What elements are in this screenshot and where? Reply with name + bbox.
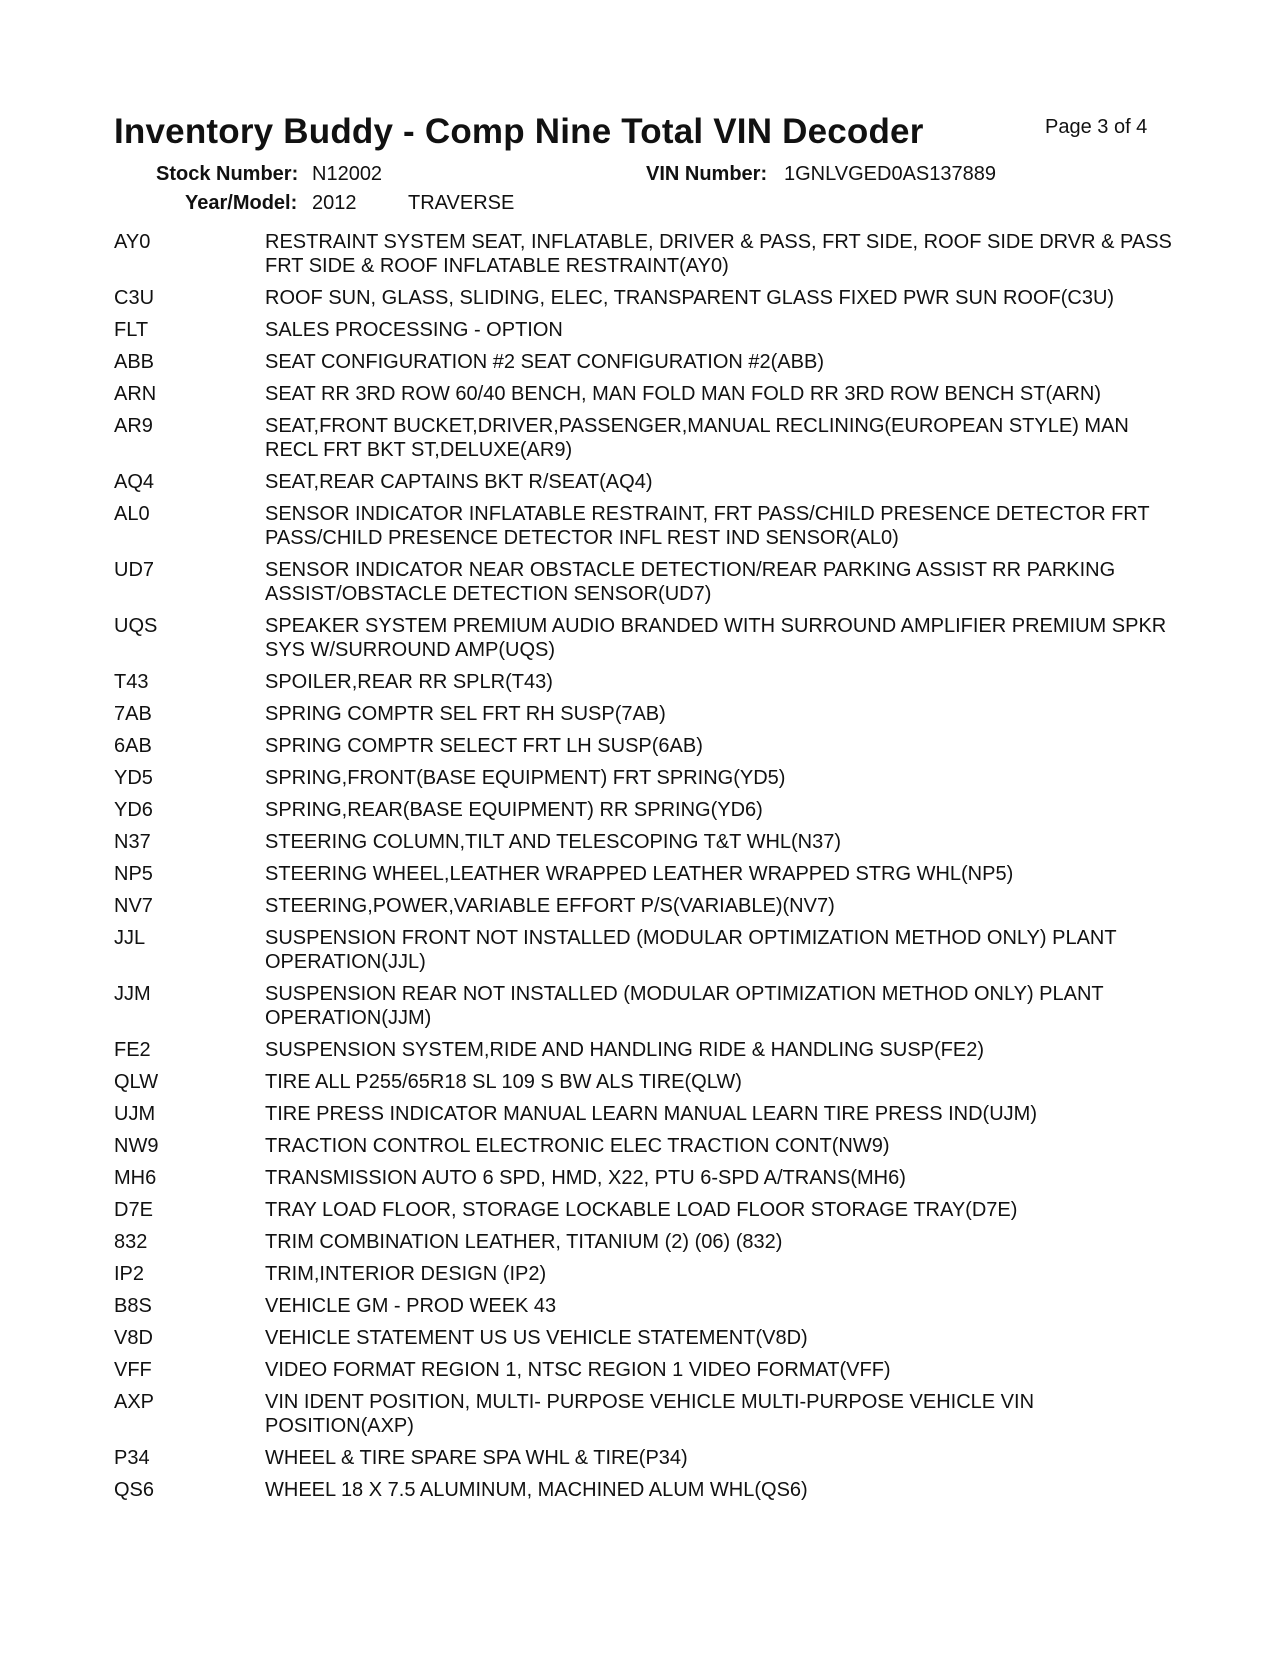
option-description: SEAT,REAR CAPTAINS BKT R/SEAT(AQ4): [265, 471, 653, 493]
option-code: V8D: [114, 1327, 153, 1349]
option-description: RESTRAINT SYSTEM SEAT, INFLATABLE, DRIVER & PASS, FRT SIDE, ROOF SIDE DRVR & PASS FRT SIDE & ROOF INFLATABLE RESTRAINT(AY0): [265, 231, 1172, 277]
option-code: QS6: [114, 1479, 155, 1501]
option-description: SPRING,FRONT(BASE EQUIPMENT) FRT SPRING(YD5): [265, 767, 786, 789]
option-row: [114, 1326, 1174, 1350]
option-description: SPRING COMPTR SEL FRT RH SUSP(7AB): [265, 703, 666, 725]
option-row: [114, 1390, 1174, 1438]
option-description: SENSOR INDICATOR INFLATABLE RESTRAINT, FRT PASS/CHILD PRESENCE DETECTOR FRT PASS/CHILD PRESENCE DETECTOR INFL REST IND SENSOR(AL0): [265, 503, 1150, 549]
option-code: UJM: [114, 1103, 156, 1125]
year-value: 2012: [312, 192, 357, 214]
option-code: AL0: [114, 503, 150, 525]
option-description: TIRE ALL P255/65R18 SL 109 S BW ALS TIRE(QLW): [265, 1071, 742, 1093]
option-description: TRANSMISSION AUTO 6 SPD, HMD, X22, PTU 6-SPD A/TRANS(MH6): [265, 1167, 906, 1189]
option-row: [114, 894, 1174, 918]
option-code: C3U: [114, 287, 155, 309]
option-row: [114, 862, 1174, 886]
option-row: [114, 614, 1174, 662]
option-description: SPOILER,REAR RR SPLR(T43): [265, 671, 553, 693]
option-code: AR9: [114, 415, 153, 437]
option-row: [114, 1446, 1174, 1470]
option-code: JJL: [114, 927, 146, 949]
option-row: [114, 1070, 1174, 1094]
stock-number-value: N12002: [312, 163, 383, 185]
option-description: STEERING WHEEL,LEATHER WRAPPED LEATHER WRAPPED STRG WHL(NP5): [265, 863, 1014, 885]
option-description: SUSPENSION REAR NOT INSTALLED (MODULAR OPTIMIZATION METHOD ONLY) PLANT OPERATION(JJM): [265, 983, 1104, 1029]
stock-number-label: Stock Number:: [156, 163, 299, 185]
option-description: SALES PROCESSING - OPTION: [265, 319, 563, 341]
option-row: [114, 1294, 1174, 1318]
option-code: N37: [114, 831, 151, 853]
vin-number-value: 1GNLVGED0AS137889: [784, 163, 996, 185]
option-description: STEERING COLUMN,TILT AND TELESCOPING T&T WHL(N37): [265, 831, 842, 853]
option-code: NP5: [114, 863, 153, 885]
option-description: SEAT CONFIGURATION #2 SEAT CONFIGURATION #2(ABB): [265, 351, 824, 373]
option-row: [114, 1102, 1174, 1126]
option-description: ROOF SUN, GLASS, SLIDING, ELEC, TRANSPARENT GLASS FIXED PWR SUN ROOF(C3U): [265, 287, 1115, 309]
option-row: [114, 670, 1174, 694]
option-description: TIRE PRESS INDICATOR MANUAL LEARN MANUAL LEARN TIRE PRESS IND(UJM): [265, 1103, 1037, 1125]
option-code: UQS: [114, 615, 158, 637]
year-model-label: Year/Model:: [185, 192, 298, 214]
option-description: SUSPENSION SYSTEM,RIDE AND HANDLING RIDE & HANDLING SUSP(FE2): [265, 1039, 985, 1061]
option-description: TRIM COMBINATION LEATHER, TITANIUM (2) (06) (832): [265, 1231, 783, 1253]
page-indicator: Page 3 of 4: [1045, 116, 1148, 138]
option-code: D7E: [114, 1199, 153, 1221]
option-description: TRIM,INTERIOR DESIGN (IP2): [265, 1263, 547, 1285]
option-code: QLW: [114, 1071, 159, 1093]
option-row: [114, 414, 1174, 462]
option-row: [114, 350, 1174, 374]
option-list: [114, 230, 1174, 1502]
model-value: TRAVERSE: [408, 192, 515, 214]
option-code: 7AB: [114, 703, 152, 725]
option-description: SPEAKER SYSTEM PREMIUM AUDIO BRANDED WITH SURROUND AMPLIFIER PREMIUM SPKR SYS W/SURROUND AMP(UQS): [265, 615, 1167, 661]
option-row: [114, 318, 1174, 342]
option-description: SEAT,FRONT BUCKET,DRIVER,PASSENGER,MANUAL RECLINING(EUROPEAN STYLE) MAN RECL FRT BKT ST,DELUXE(AR9): [265, 415, 1129, 461]
option-code: AXP: [114, 1391, 155, 1413]
option-code: AY0: [114, 231, 151, 253]
option-description: VIN IDENT POSITION, MULTI- PURPOSE VEHICLE MULTI-PURPOSE VEHICLE VIN POSITION(AXP): [265, 1391, 1035, 1437]
option-row: [114, 1262, 1174, 1286]
option-row: [114, 702, 1174, 726]
option-row: [114, 982, 1174, 1030]
option-row: [114, 1230, 1174, 1254]
document-title: Inventory Buddy - Comp Nine Total VIN Decoder: [114, 112, 924, 151]
option-row: [114, 1478, 1174, 1502]
option-row: [114, 1166, 1174, 1190]
option-description: SEAT RR 3RD ROW 60/40 BENCH, MAN FOLD MAN FOLD RR 3RD ROW BENCH ST(ARN): [265, 383, 1102, 405]
option-description: VEHICLE STATEMENT US US VEHICLE STATEMENT(V8D): [265, 1327, 808, 1349]
option-code: P34: [114, 1447, 150, 1469]
option-description: WHEEL 18 X 7.5 ALUMINUM, MACHINED ALUM WHL(QS6): [265, 1479, 808, 1501]
option-row: [114, 766, 1174, 790]
option-row: [114, 230, 1174, 278]
option-code: 832: [114, 1231, 148, 1253]
option-description: SENSOR INDICATOR NEAR OBSTACLE DETECTION/REAR PARKING ASSIST RR PARKING ASSIST/OBSTACLE DETECTION SENSOR(UD7): [265, 559, 1116, 605]
option-code: JJM: [114, 983, 151, 1005]
option-row: [114, 1198, 1174, 1222]
option-row: [114, 470, 1174, 494]
option-code: 6AB: [114, 735, 152, 757]
option-code: ARN: [114, 383, 157, 405]
vin-number-label: VIN Number:: [646, 163, 768, 185]
option-row: [114, 798, 1174, 822]
option-description: TRACTION CONTROL ELECTRONIC ELEC TRACTION CONT(NW9): [265, 1135, 890, 1157]
option-code: AQ4: [114, 471, 155, 493]
option-code: UD7: [114, 559, 155, 581]
option-row: [114, 502, 1174, 550]
option-row: [114, 558, 1174, 606]
option-row: [114, 734, 1174, 758]
option-code: ABB: [114, 351, 155, 373]
option-code: YD6: [114, 799, 153, 821]
option-code: NV7: [114, 895, 153, 917]
option-description: SUSPENSION FRONT NOT INSTALLED (MODULAR OPTIMIZATION METHOD ONLY) PLANT OPERATION(JJL): [265, 927, 1117, 973]
option-description: STEERING,POWER,VARIABLE EFFORT P/S(VARIABLE)(NV7): [265, 895, 835, 917]
option-row: [114, 286, 1174, 310]
option-code: IP2: [114, 1263, 145, 1285]
option-row: [114, 1038, 1174, 1062]
option-code: T43: [114, 671, 149, 693]
option-row: [114, 926, 1174, 974]
option-description: VEHICLE GM - PROD WEEK 43: [265, 1295, 557, 1317]
option-row: [114, 830, 1174, 854]
option-code: FE2: [114, 1039, 151, 1061]
option-code: MH6: [114, 1167, 157, 1189]
option-code: NW9: [114, 1135, 159, 1157]
option-code: YD5: [114, 767, 153, 789]
option-description: VIDEO FORMAT REGION 1, NTSC REGION 1 VIDEO FORMAT(VFF): [265, 1359, 891, 1381]
option-description: SPRING,REAR(BASE EQUIPMENT) RR SPRING(YD6): [265, 799, 763, 821]
option-row: [114, 1134, 1174, 1158]
option-code: FLT: [114, 319, 149, 341]
option-description: TRAY LOAD FLOOR, STORAGE LOCKABLE LOAD FLOOR STORAGE TRAY(D7E): [265, 1199, 1018, 1221]
option-row: [114, 382, 1174, 406]
option-code: B8S: [114, 1295, 152, 1317]
option-description: SPRING COMPTR SELECT FRT LH SUSP(6AB): [265, 735, 703, 757]
option-code: VFF: [114, 1359, 152, 1381]
option-description: WHEEL & TIRE SPARE SPA WHL & TIRE(P34): [265, 1447, 688, 1469]
option-row: [114, 1358, 1174, 1382]
